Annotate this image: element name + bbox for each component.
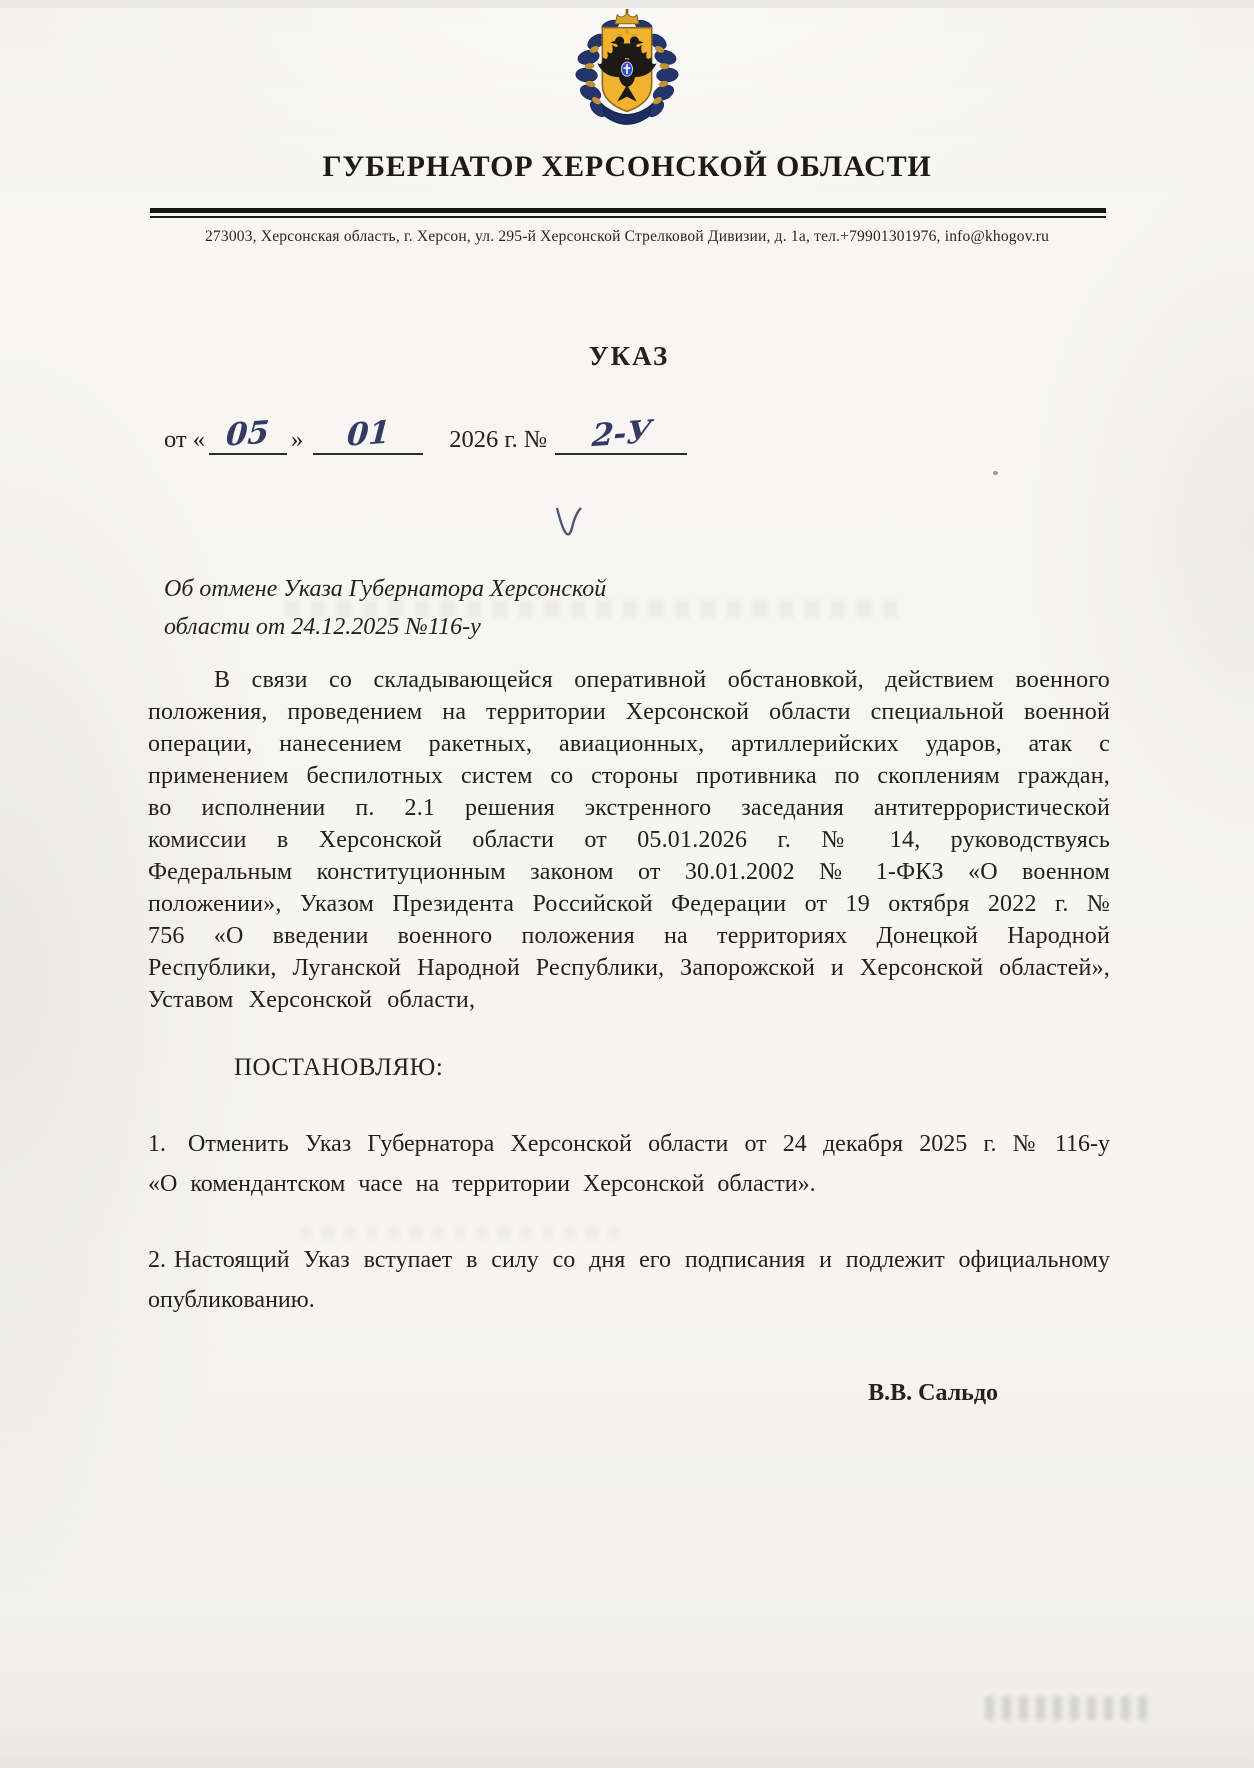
handwritten-month: 01 bbox=[345, 414, 392, 454]
decree-item-2 bbox=[148, 1240, 1110, 1320]
decree-body bbox=[0, 341, 1254, 1407]
scan-smudge-artifact bbox=[985, 1696, 1150, 1720]
subject-line: Об отмене Указа Губернатора Херсонской области от 24.12.2025 №116-у bbox=[164, 576, 607, 640]
scanned-decree-page bbox=[0, 8, 1254, 1768]
address-line: 273003, Херсонская область, г. Херсон, ул. 295-й Херсонской Стрелковой Дивизии, д. 1а, тел.+79901301976, info@khogov.ru bbox=[204, 228, 1050, 245]
number-blank bbox=[555, 413, 687, 455]
date-close-quote: » bbox=[291, 426, 304, 453]
date-line bbox=[164, 413, 1110, 455]
chest-shield bbox=[621, 62, 632, 76]
item-2-number: 2. bbox=[148, 1247, 166, 1273]
crown bbox=[615, 9, 639, 24]
signature-name: В.В. Сальдо bbox=[868, 1380, 998, 1406]
item-1-number: 1. bbox=[148, 1131, 166, 1157]
date-prefix: от « bbox=[164, 426, 206, 453]
decree-item-1 bbox=[148, 1124, 1110, 1204]
handwritten-day: 05 bbox=[225, 414, 271, 454]
day-blank bbox=[209, 414, 287, 455]
doc-type-heading: УКАЗ bbox=[588, 341, 670, 371]
handwritten-number: 2-У bbox=[590, 413, 653, 455]
date-year-and-number-sign: 2026 г. № bbox=[449, 426, 548, 453]
resolve-heading: ПОСТАНОВЛЯЮ: bbox=[234, 1054, 444, 1081]
org-name: ГУБЕРНАТОР ХЕРСОНСКОЙ ОБЛАСТИ bbox=[322, 150, 932, 183]
item-1-text: Отменить Указ Губернатора Херсонской области от 24 декабря 2025 г. № 116-у «О комендантском часе на территории Херсонской области». bbox=[148, 1131, 1110, 1197]
kherson-oblast-coat-of-arms-icon bbox=[552, 8, 702, 146]
month-blank bbox=[313, 414, 423, 455]
letterhead bbox=[0, 8, 1254, 246]
item-2-text: Настоящий Указ вступает в силу со дня его подписания и подлежит официальному опубликованию. bbox=[148, 1247, 1110, 1313]
divider-rule bbox=[150, 208, 1106, 218]
preamble-paragraph: В связи со складывающейся оперативной обстановкой, действием военного положения, проведением на территории Херсонской области специальной военной операции, нанесением ракетных, авиационных, артиллерийских ударов, атак с применением беспилотных систем со стороны противника по скоплениям граждан, во исполнении п. 2.1 решения экстренного заседания антитеррористической комиссии в Херсонской области от 05.01.2026 г. № 14, руководствуясь Федеральным конституционным законом от 30.01.2002 № 1-ФКЗ «О военном положении», Указом Президента Российской Федерации от 19 октября 2022 г. № 756 «О введении военного положения на территориях Донецкой Народной Республики, Луганской Народной Республики, Запорожской и Херсонской областей», Уставом Херсонской области, bbox=[148, 667, 1110, 1013]
